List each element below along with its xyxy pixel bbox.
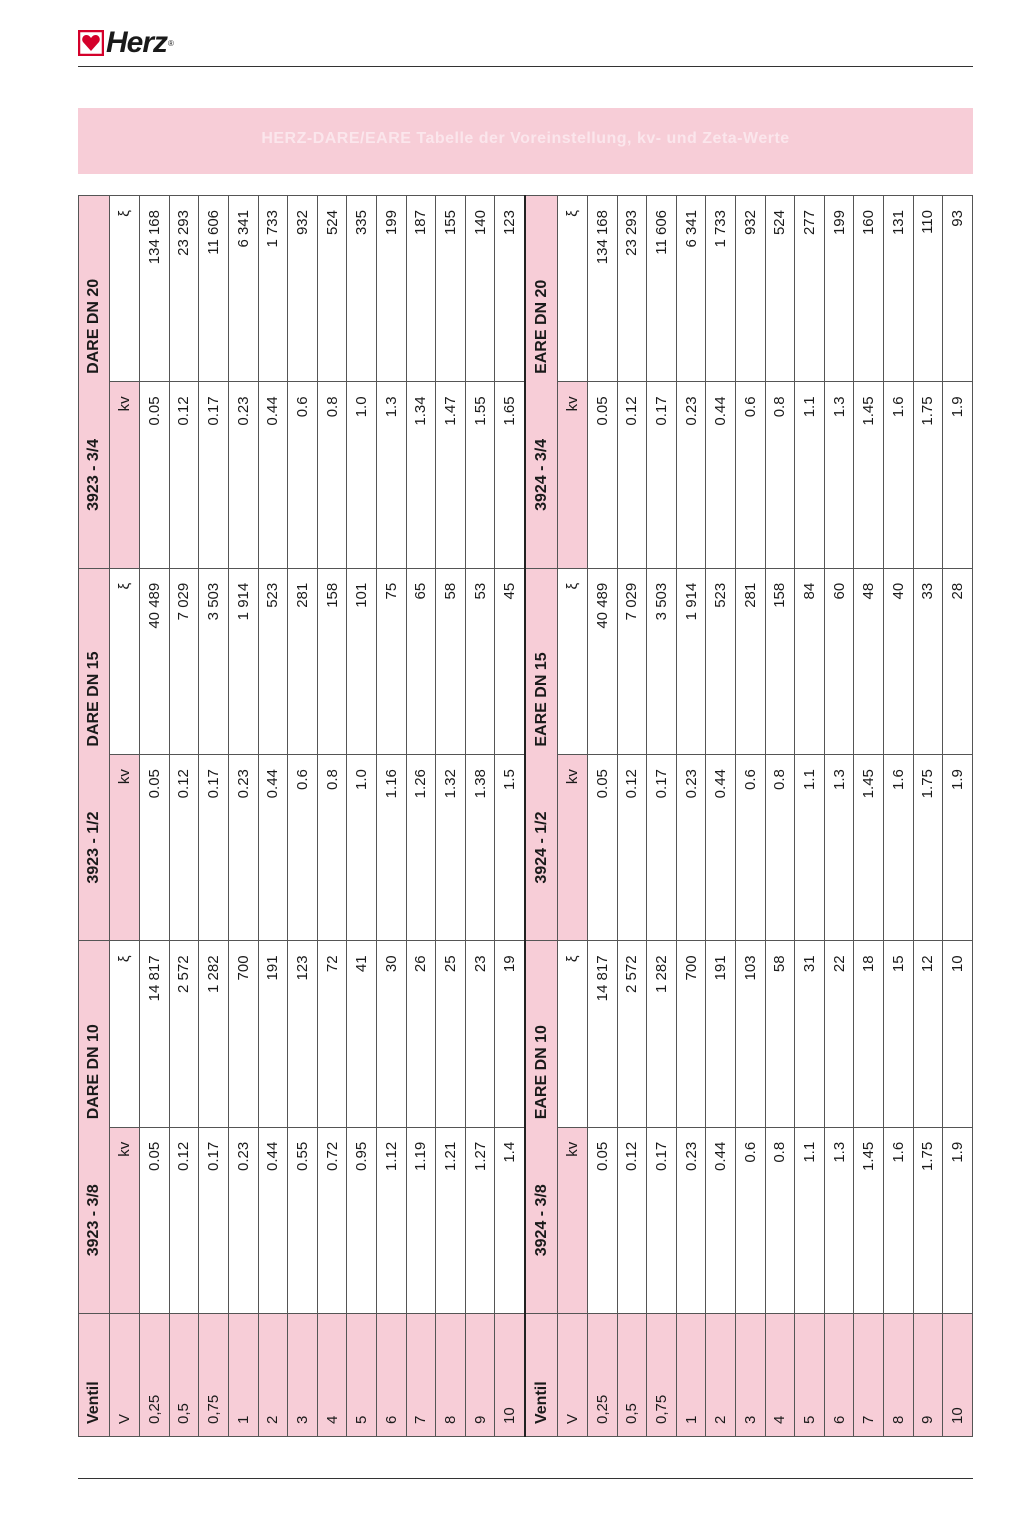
table-row bbox=[647, 196, 677, 1437]
xi-value-cell: 11 606 bbox=[199, 196, 229, 382]
presetting-cell: 7 bbox=[406, 1314, 436, 1437]
kv-value-cell: 1.9 bbox=[943, 1127, 973, 1313]
xi-value-cell: 281 bbox=[288, 568, 318, 754]
xi-value-cell: 158 bbox=[765, 568, 795, 754]
herz-logo bbox=[78, 28, 174, 58]
v-symbol-cell: V bbox=[110, 1314, 140, 1437]
xi-symbol-cell: ξ bbox=[558, 568, 588, 754]
table-row bbox=[317, 196, 347, 1437]
table-row bbox=[465, 196, 495, 1437]
kv-symbol-cell: kv bbox=[110, 755, 140, 941]
xi-value-cell: 158 bbox=[317, 568, 347, 754]
kv-value-cell: 1.3 bbox=[824, 1127, 854, 1313]
kv-value-cell: 1.16 bbox=[376, 755, 406, 941]
ventil-header: Ventil bbox=[79, 1314, 110, 1437]
kv-value-cell: 0.8 bbox=[765, 1127, 795, 1313]
xi-symbol-cell: ξ bbox=[110, 196, 140, 382]
table-row bbox=[495, 196, 526, 1437]
kv-value-cell: 1.38 bbox=[465, 755, 495, 941]
kv-value-cell: 0.44 bbox=[706, 382, 736, 568]
valve-name-header: DARE DN 15 bbox=[79, 568, 110, 754]
presetting-cell: 0,5 bbox=[169, 1314, 199, 1437]
article-number-header: 3924 - 3/4 bbox=[525, 382, 557, 568]
xi-value-cell: 33 bbox=[913, 568, 943, 754]
presetting-cell: 8 bbox=[436, 1314, 466, 1437]
xi-value-cell: 23 bbox=[465, 941, 495, 1127]
xi-value-cell: 199 bbox=[376, 196, 406, 382]
xi-value-cell: 12 bbox=[913, 941, 943, 1127]
kv-value-cell: 1.4 bbox=[495, 1127, 526, 1313]
presetting-cell: 0,25 bbox=[587, 1314, 617, 1437]
table-row bbox=[376, 196, 406, 1437]
kv-value-cell: 1.32 bbox=[436, 755, 466, 941]
xi-value-cell: 932 bbox=[735, 196, 765, 382]
table-row bbox=[943, 196, 973, 1437]
xi-value-cell: 40 489 bbox=[587, 568, 617, 754]
kv-value-cell: 0.72 bbox=[317, 1127, 347, 1313]
xi-value-cell: 1 733 bbox=[706, 196, 736, 382]
xi-symbol-cell: ξ bbox=[558, 941, 588, 1127]
kv-value-cell: 1.6 bbox=[884, 1127, 914, 1313]
xi-value-cell: 14 817 bbox=[140, 941, 170, 1127]
presetting-cell: 8 bbox=[884, 1314, 914, 1437]
kv-value-cell: 0.17 bbox=[647, 755, 677, 941]
xi-value-cell: 140 bbox=[465, 196, 495, 382]
kv-value-cell: 0.23 bbox=[676, 1127, 706, 1313]
kv-symbol-cell: kv bbox=[558, 1127, 588, 1313]
presetting-cell: 6 bbox=[376, 1314, 406, 1437]
kv-value-cell: 1.55 bbox=[465, 382, 495, 568]
kv-value-cell: 1.65 bbox=[495, 382, 526, 568]
kv-value-cell: 0.05 bbox=[587, 755, 617, 941]
xi-value-cell: 40 489 bbox=[140, 568, 170, 754]
header-rule bbox=[78, 66, 973, 67]
kv-value-cell: 1.12 bbox=[376, 1127, 406, 1313]
xi-value-cell: 7 029 bbox=[169, 568, 199, 754]
kv-value-cell: 0.17 bbox=[647, 382, 677, 568]
kv-value-cell: 1.21 bbox=[436, 1127, 466, 1313]
presetting-cell: 2 bbox=[258, 1314, 288, 1437]
kv-value-cell: 0.17 bbox=[199, 382, 229, 568]
xi-value-cell: 48 bbox=[854, 568, 884, 754]
kv-value-cell: 1.19 bbox=[406, 1127, 436, 1313]
presetting-cell: 3 bbox=[288, 1314, 318, 1437]
kv-value-cell: 0.44 bbox=[706, 1127, 736, 1313]
kv-value-cell: 1.0 bbox=[347, 755, 377, 941]
kv-value-cell: 0.12 bbox=[617, 382, 647, 568]
kv-zeta-table bbox=[78, 195, 973, 1437]
kv-value-cell: 1.1 bbox=[795, 382, 825, 568]
symbol-row bbox=[110, 196, 140, 1437]
xi-value-cell: 23 293 bbox=[169, 196, 199, 382]
kv-value-cell: 0.05 bbox=[587, 382, 617, 568]
xi-value-cell: 26 bbox=[406, 941, 436, 1127]
kv-value-cell: 0.6 bbox=[288, 755, 318, 941]
kv-value-cell: 0.6 bbox=[288, 382, 318, 568]
kv-value-cell: 0.6 bbox=[735, 755, 765, 941]
kv-value-cell: 0.44 bbox=[258, 382, 288, 568]
kv-value-cell: 0.6 bbox=[735, 1127, 765, 1313]
table-row bbox=[436, 196, 466, 1437]
xi-value-cell: 191 bbox=[258, 941, 288, 1127]
banner-title: HERZ-DARE/EARE Tabelle der Voreinstellung, kv- und Zeta-Werte bbox=[261, 130, 790, 147]
article-number-header: 3924 - 3/8 bbox=[525, 1127, 557, 1313]
logo-registered-mark: ® bbox=[168, 38, 174, 48]
table-row bbox=[706, 196, 736, 1437]
kv-value-cell: 0.12 bbox=[617, 1127, 647, 1313]
kv-value-cell: 1.27 bbox=[465, 1127, 495, 1313]
kv-value-cell: 1.75 bbox=[913, 755, 943, 941]
kv-value-cell: 0.8 bbox=[765, 755, 795, 941]
xi-value-cell: 72 bbox=[317, 941, 347, 1127]
presetting-cell: 7 bbox=[854, 1314, 884, 1437]
table-row bbox=[913, 196, 943, 1437]
kv-value-cell: 1.75 bbox=[913, 1127, 943, 1313]
presetting-cell: 0,25 bbox=[140, 1314, 170, 1437]
presetting-cell: 0,75 bbox=[199, 1314, 229, 1437]
footer-rule bbox=[78, 1478, 973, 1479]
xi-value-cell: 1 282 bbox=[199, 941, 229, 1127]
kv-value-cell: 1.47 bbox=[436, 382, 466, 568]
valve-name-header: DARE DN 20 bbox=[79, 196, 110, 382]
v-symbol-cell: V bbox=[558, 1314, 588, 1437]
logo-wordmark: Herz bbox=[106, 26, 168, 59]
kv-value-cell: 0.23 bbox=[228, 755, 258, 941]
kv-value-cell: 0.05 bbox=[587, 1127, 617, 1313]
kv-value-cell: 1.45 bbox=[854, 755, 884, 941]
presetting-cell: 3 bbox=[735, 1314, 765, 1437]
presetting-cell: 5 bbox=[795, 1314, 825, 1437]
kv-value-cell: 0.23 bbox=[228, 1127, 258, 1313]
xi-value-cell: 93 bbox=[943, 196, 973, 382]
xi-value-cell: 277 bbox=[795, 196, 825, 382]
kv-symbol-cell: kv bbox=[110, 1127, 140, 1313]
kv-value-cell: 0.23 bbox=[228, 382, 258, 568]
xi-value-cell: 30 bbox=[376, 941, 406, 1127]
xi-value-cell: 22 bbox=[824, 941, 854, 1127]
xi-symbol-cell: ξ bbox=[110, 568, 140, 754]
table-row bbox=[735, 196, 765, 1437]
kv-value-cell: 1.45 bbox=[854, 382, 884, 568]
kv-value-cell: 1.26 bbox=[406, 755, 436, 941]
xi-symbol-cell: ξ bbox=[110, 941, 140, 1127]
xi-value-cell: 7 029 bbox=[617, 568, 647, 754]
xi-value-cell: 15 bbox=[884, 941, 914, 1127]
xi-value-cell: 199 bbox=[824, 196, 854, 382]
article-number-header: 3923 - 3/4 bbox=[79, 382, 110, 568]
kv-value-cell: 1.5 bbox=[495, 755, 526, 941]
xi-value-cell: 123 bbox=[495, 196, 526, 382]
kv-value-cell: 1.9 bbox=[943, 382, 973, 568]
kv-value-cell: 1.75 bbox=[913, 382, 943, 568]
kv-symbol-cell: kv bbox=[558, 382, 588, 568]
xi-value-cell: 1 914 bbox=[228, 568, 258, 754]
kv-value-cell: 0.44 bbox=[258, 755, 288, 941]
presetting-cell: 6 bbox=[824, 1314, 854, 1437]
xi-value-cell: 523 bbox=[706, 568, 736, 754]
presetting-cell: 2 bbox=[706, 1314, 736, 1437]
xi-value-cell: 524 bbox=[317, 196, 347, 382]
kv-value-cell: 1.3 bbox=[824, 382, 854, 568]
kv-value-cell: 1.6 bbox=[884, 382, 914, 568]
xi-value-cell: 23 293 bbox=[617, 196, 647, 382]
table-row bbox=[824, 196, 854, 1437]
xi-value-cell: 40 bbox=[884, 568, 914, 754]
xi-value-cell: 10 bbox=[943, 941, 973, 1127]
kv-value-cell: 0.05 bbox=[140, 755, 170, 941]
xi-value-cell: 31 bbox=[795, 941, 825, 1127]
table-row bbox=[228, 196, 258, 1437]
kv-value-cell: 0.23 bbox=[676, 382, 706, 568]
table-row bbox=[406, 196, 436, 1437]
xi-value-cell: 2 572 bbox=[617, 941, 647, 1127]
xi-value-cell: 28 bbox=[943, 568, 973, 754]
xi-value-cell: 58 bbox=[765, 941, 795, 1127]
kv-value-cell: 0.12 bbox=[169, 382, 199, 568]
xi-value-cell: 58 bbox=[436, 568, 466, 754]
xi-value-cell: 155 bbox=[436, 196, 466, 382]
rotated-table-wrapper bbox=[78, 195, 973, 1437]
kv-symbol-cell: kv bbox=[110, 382, 140, 568]
table-row bbox=[347, 196, 377, 1437]
kv-value-cell: 0.12 bbox=[617, 755, 647, 941]
kv-value-cell: 0.55 bbox=[288, 1127, 318, 1313]
xi-value-cell: 110 bbox=[913, 196, 943, 382]
kv-value-cell: 1.9 bbox=[943, 755, 973, 941]
kv-value-cell: 0.05 bbox=[140, 382, 170, 568]
kv-value-cell: 0.44 bbox=[706, 755, 736, 941]
presetting-cell: 9 bbox=[465, 1314, 495, 1437]
xi-value-cell: 700 bbox=[676, 941, 706, 1127]
kv-value-cell: 0.95 bbox=[347, 1127, 377, 1313]
xi-value-cell: 523 bbox=[258, 568, 288, 754]
presetting-cell: 0,75 bbox=[647, 1314, 677, 1437]
kv-value-cell: 0.05 bbox=[140, 1127, 170, 1313]
xi-value-cell: 45 bbox=[495, 568, 526, 754]
kv-symbol-cell: kv bbox=[558, 755, 588, 941]
kv-value-cell: 0.23 bbox=[676, 755, 706, 941]
xi-value-cell: 41 bbox=[347, 941, 377, 1127]
table-row bbox=[676, 196, 706, 1437]
xi-value-cell: 123 bbox=[288, 941, 318, 1127]
presetting-cell: 1 bbox=[676, 1314, 706, 1437]
xi-value-cell: 65 bbox=[406, 568, 436, 754]
xi-value-cell: 1 282 bbox=[647, 941, 677, 1127]
xi-value-cell: 134 168 bbox=[140, 196, 170, 382]
valve-name-header: EARE DN 15 bbox=[525, 568, 557, 754]
table-row bbox=[288, 196, 318, 1437]
kv-value-cell: 0.17 bbox=[199, 755, 229, 941]
kv-value-cell: 0.6 bbox=[735, 382, 765, 568]
xi-value-cell: 60 bbox=[824, 568, 854, 754]
xi-value-cell: 3 503 bbox=[199, 568, 229, 754]
section-header-row bbox=[79, 196, 110, 1437]
ventil-header: Ventil bbox=[525, 1314, 557, 1437]
presetting-cell: 10 bbox=[495, 1314, 526, 1437]
xi-value-cell: 281 bbox=[735, 568, 765, 754]
xi-value-cell: 1 914 bbox=[676, 568, 706, 754]
kv-value-cell: 1.3 bbox=[376, 382, 406, 568]
table-row bbox=[854, 196, 884, 1437]
heart-logo-icon bbox=[78, 30, 104, 56]
article-number-header: 3923 - 3/8 bbox=[79, 1127, 110, 1313]
xi-value-cell: 101 bbox=[347, 568, 377, 754]
kv-value-cell: 1.1 bbox=[795, 755, 825, 941]
xi-value-cell: 18 bbox=[854, 941, 884, 1127]
xi-value-cell: 6 341 bbox=[228, 196, 258, 382]
kv-value-cell: 1.3 bbox=[824, 755, 854, 941]
xi-value-cell: 6 341 bbox=[676, 196, 706, 382]
valve-name-header: EARE DN 10 bbox=[525, 941, 557, 1127]
table-row bbox=[169, 196, 199, 1437]
xi-value-cell: 3 503 bbox=[647, 568, 677, 754]
xi-value-cell: 84 bbox=[795, 568, 825, 754]
valve-name-header: DARE DN 10 bbox=[79, 941, 110, 1127]
kv-value-cell: 0.44 bbox=[258, 1127, 288, 1313]
xi-value-cell: 19 bbox=[495, 941, 526, 1127]
article-number-header: 3924 - 1/2 bbox=[525, 755, 557, 941]
xi-value-cell: 700 bbox=[228, 941, 258, 1127]
kv-value-cell: 0.17 bbox=[199, 1127, 229, 1313]
xi-value-cell: 25 bbox=[436, 941, 466, 1127]
xi-value-cell: 134 168 bbox=[587, 196, 617, 382]
xi-value-cell: 335 bbox=[347, 196, 377, 382]
kv-value-cell: 1.1 bbox=[795, 1127, 825, 1313]
table-row bbox=[587, 196, 617, 1437]
table-row bbox=[795, 196, 825, 1437]
table-row bbox=[199, 196, 229, 1437]
presetting-cell: 9 bbox=[913, 1314, 943, 1437]
xi-value-cell: 524 bbox=[765, 196, 795, 382]
xi-value-cell: 932 bbox=[288, 196, 318, 382]
presetting-cell: 1 bbox=[228, 1314, 258, 1437]
xi-value-cell: 53 bbox=[465, 568, 495, 754]
kv-value-cell: 0.12 bbox=[169, 755, 199, 941]
title-banner bbox=[78, 108, 973, 174]
presetting-cell: 4 bbox=[765, 1314, 795, 1437]
table-row bbox=[140, 196, 170, 1437]
table-row bbox=[258, 196, 288, 1437]
xi-symbol-cell: ξ bbox=[558, 196, 588, 382]
xi-value-cell: 14 817 bbox=[587, 941, 617, 1127]
xi-value-cell: 191 bbox=[706, 941, 736, 1127]
kv-value-cell: 0.8 bbox=[317, 755, 347, 941]
table-row bbox=[765, 196, 795, 1437]
presetting-cell: 10 bbox=[943, 1314, 973, 1437]
kv-value-cell: 1.45 bbox=[854, 1127, 884, 1313]
xi-value-cell: 103 bbox=[735, 941, 765, 1127]
xi-value-cell: 160 bbox=[854, 196, 884, 382]
xi-value-cell: 187 bbox=[406, 196, 436, 382]
article-number-header: 3923 - 1/2 bbox=[79, 755, 110, 941]
valve-name-header: EARE DN 20 bbox=[525, 196, 557, 382]
xi-value-cell: 75 bbox=[376, 568, 406, 754]
kv-value-cell: 1.34 bbox=[406, 382, 436, 568]
kv-value-cell: 1.0 bbox=[347, 382, 377, 568]
presetting-cell: 0,5 bbox=[617, 1314, 647, 1437]
kv-value-cell: 1.6 bbox=[884, 755, 914, 941]
table-row bbox=[884, 196, 914, 1437]
xi-value-cell: 131 bbox=[884, 196, 914, 382]
table-row bbox=[617, 196, 647, 1437]
xi-value-cell: 11 606 bbox=[647, 196, 677, 382]
xi-value-cell: 2 572 bbox=[169, 941, 199, 1127]
kv-value-cell: 0.8 bbox=[317, 382, 347, 568]
kv-value-cell: 0.17 bbox=[647, 1127, 677, 1313]
section-header-row bbox=[525, 196, 557, 1437]
presetting-cell: 4 bbox=[317, 1314, 347, 1437]
kv-value-cell: 0.12 bbox=[169, 1127, 199, 1313]
presetting-cell: 5 bbox=[347, 1314, 377, 1437]
symbol-row bbox=[558, 196, 588, 1437]
xi-value-cell: 1 733 bbox=[258, 196, 288, 382]
kv-value-cell: 0.8 bbox=[765, 382, 795, 568]
